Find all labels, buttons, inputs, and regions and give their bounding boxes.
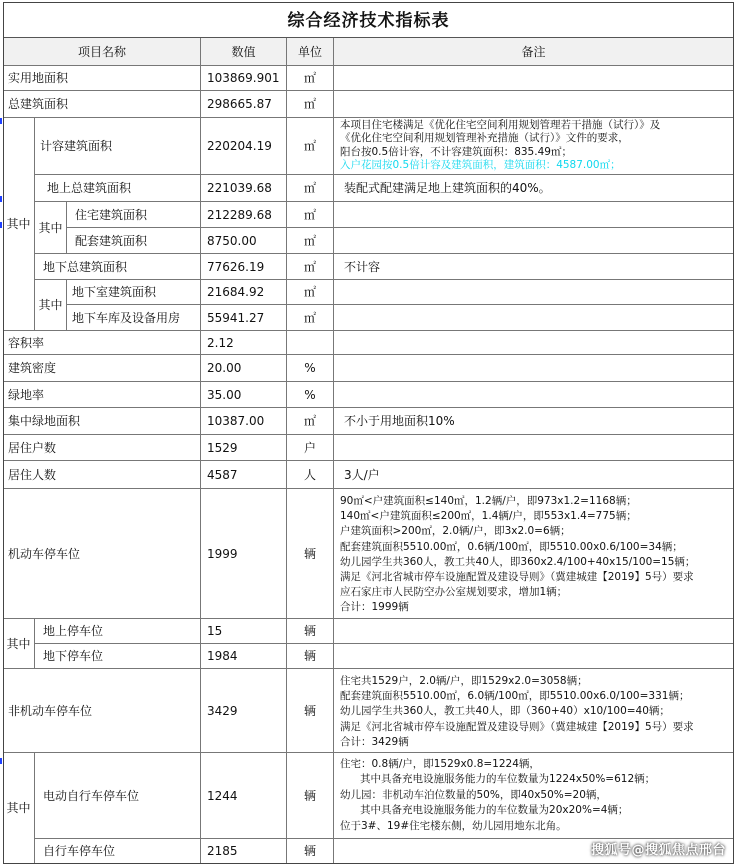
households-label: 居住户数: [3, 435, 201, 461]
basement-label: 地下室建筑面积: [67, 280, 201, 305]
watermark: 搜狐号@搜狐焦点邢台: [590, 843, 726, 858]
green-ratio-note: [334, 382, 734, 408]
ebike-note-line: 位于3#、19#住宅楼东侧，幼儿园用地东北角。: [340, 819, 567, 832]
above-parking-label: 地上停车位: [35, 619, 201, 644]
gfa-note: [334, 91, 734, 118]
population-unit: 人: [287, 461, 334, 489]
nonmotor-note: [334, 669, 734, 753]
indicator-table: [3, 2, 734, 864]
basement-value: 21684.92: [201, 280, 287, 305]
ebike-note-line: 其中具备充电设施服务能力的车位数量为1224x50%=612辆；: [340, 773, 656, 786]
nonmotor-value: 3429: [201, 669, 287, 753]
population-note: 3人/户: [334, 461, 734, 489]
below-ground-note: 不计容: [334, 254, 734, 280]
households-value: 1529: [201, 435, 287, 461]
far-area-value: 220204.19: [201, 118, 287, 175]
far-area-note-line: 本项目住宅楼满足《优化住宅空间利用规划管理若干措施（试行）》及: [340, 119, 661, 131]
under-parking-label: 地下停车位: [35, 644, 201, 669]
population-value: 4587: [201, 461, 287, 489]
supporting-value: 8750.00: [201, 228, 287, 254]
qizhong-below-label: 其中: [35, 280, 67, 331]
ebike-note: [334, 753, 734, 839]
motor-note-line: 90㎡<户建筑面积≤140㎡，1.2辆/户，即973x1.2=1168辆；: [340, 495, 637, 507]
central-green-value: 10387.00: [201, 408, 287, 435]
far-area-note-line: 阳台按0.5倍计容，不计容建筑面积：835.49㎡；: [340, 145, 572, 158]
under-parking-unit: 辆: [287, 644, 334, 669]
households-note: [334, 435, 734, 461]
edge-marker: [0, 758, 2, 764]
central-green-unit: ㎡: [287, 408, 334, 435]
residential-label: 住宅建筑面积: [67, 202, 201, 228]
below-ground-unit: ㎡: [287, 254, 334, 280]
qizhong-above-label: 其中: [35, 202, 67, 254]
supporting-unit: ㎡: [287, 228, 334, 254]
motor-parking-unit: 辆: [287, 489, 334, 619]
far-note: [334, 331, 734, 355]
residential-unit: ㎡: [287, 202, 334, 228]
residential-note: [334, 202, 734, 228]
far-area-note-line-highlight: 入户花园按0.5倍计容及建筑面积，建筑面积：4587.00㎡；: [340, 159, 621, 172]
residential-value: 212289.68: [201, 202, 287, 228]
header-unit: 单位: [287, 38, 334, 66]
density-label: 建筑密度: [3, 355, 201, 382]
nonmotor-note-line: 配套建筑面积5510.00㎡，6.0辆/100㎡，即5510.00x6.0/100=331辆；: [340, 690, 690, 703]
below-ground-value: 77626.19: [201, 254, 287, 280]
qizhong-nonmotor-label: 其中: [3, 753, 35, 864]
under-parking-value: 1984: [201, 644, 287, 669]
site-area-label: 实用地面积: [3, 66, 201, 91]
ebike-note-line: 幼儿园：非机动车泊位数量的50%，即40x50%=20辆，: [340, 788, 607, 801]
far-area-label: 计容建筑面积: [35, 118, 201, 175]
qizhong-area-label: 其中: [3, 118, 35, 331]
above-parking-unit: 辆: [287, 619, 334, 644]
site-area-value: 103869.901: [201, 66, 287, 91]
edge-marker: [0, 118, 2, 124]
site-area-unit: ㎡: [287, 66, 334, 91]
nonmotor-note-line: 住宅共1529户，2.0辆/户，即1529x2.0=3058辆；: [340, 675, 588, 687]
green-ratio-value: 35.00: [201, 382, 287, 408]
bicycle-value: 2185: [201, 839, 287, 864]
far-area-unit: ㎡: [287, 118, 334, 175]
supporting-note: [334, 228, 734, 254]
header-note: 备注: [334, 38, 734, 66]
above-parking-note: [334, 619, 734, 644]
nonmotor-note-line: 幼儿园学生共360人，教工共40人，即（360+40）x10/100=40辆；: [340, 705, 670, 718]
bicycle-unit: 辆: [287, 839, 334, 864]
motor-note-line: 配套建筑面积5510.00㎡，0.6辆/100㎡，即5510.00x0.6/100=34辆；: [340, 540, 683, 553]
below-ground-label: 地下总建筑面积: [35, 254, 201, 280]
edge-marker: [0, 196, 2, 202]
motor-note-line: 140㎡<户建筑面积≤200㎡，1.4辆/户，即553x1.4=775辆；: [340, 510, 637, 523]
basement-unit: ㎡: [287, 280, 334, 305]
nonmotor-note-line: 满足《河北省城市停车设施配置及建设导则》（冀建城建【2019】5号）要求: [340, 720, 694, 733]
nonmotor-unit: 辆: [287, 669, 334, 753]
density-value: 20.00: [201, 355, 287, 382]
qizhong-parking-label: 其中: [3, 619, 35, 669]
edge-marker: [0, 222, 2, 228]
motor-note-line: 应石家庄市人民防空办公室规划要求，增加1辆；: [340, 586, 568, 599]
ebike-note-line: 住宅：0.8辆/户，即1529x0.8=1224辆，: [340, 758, 540, 770]
garage-value: 55941.27: [201, 305, 287, 331]
above-ground-label: 地上总建筑面积: [35, 175, 201, 202]
table-grid: [3, 2, 734, 864]
motor-note-line: 满足《河北省城市停车设施配置及建设导则》（冀建城建【2019】5号）要求: [340, 571, 694, 584]
bicycle-label: 自行车停车位: [35, 839, 201, 864]
central-green-note: 不小于用地面积10%: [334, 408, 734, 435]
table-title: 综合经济技术指标表: [3, 2, 734, 38]
motor-parking-note: [334, 489, 734, 619]
under-parking-note: [334, 644, 734, 669]
motor-parking-value: 1999: [201, 489, 287, 619]
above-ground-unit: ㎡: [287, 175, 334, 202]
far-value: 2.12: [201, 331, 287, 355]
density-note: [334, 355, 734, 382]
ebike-unit: 辆: [287, 753, 334, 839]
green-ratio-label: 绿地率: [3, 382, 201, 408]
above-ground-value: 221039.68: [201, 175, 287, 202]
gfa-unit: ㎡: [287, 91, 334, 118]
motor-note-line: 幼儿园学生共360人，教工共40人，即360x2.4/100+40x15/100=15辆；: [340, 555, 696, 568]
garage-note: [334, 305, 734, 331]
far-area-note-line: 《优化住宅空间利用规划管理补充措施（试行）》文件的要求，: [340, 132, 629, 145]
far-label: 容积率: [3, 331, 201, 355]
above-ground-note: 装配式配建满足地上建筑面积的40%。: [334, 175, 734, 202]
far-unit: [287, 331, 334, 355]
garage-unit: ㎡: [287, 305, 334, 331]
basement-note: [334, 280, 734, 305]
ebike-value: 1244: [201, 753, 287, 839]
central-green-label: 集中绿地面积: [3, 408, 201, 435]
motor-parking-label: 机动车停车位: [3, 489, 201, 619]
header-name: 项目名称: [3, 38, 201, 66]
ebike-label: 电动自行车停车位: [35, 753, 201, 839]
site-area-note: [334, 66, 734, 91]
motor-note-line: 户建筑面积>200㎡，2.0辆/户，即3x2.0=6辆；: [340, 525, 571, 538]
nonmotor-label: 非机动车停车位: [3, 669, 201, 753]
supporting-label: 配套建筑面积: [67, 228, 201, 254]
header-value: 数值: [201, 38, 287, 66]
ebike-note-line: 其中具备充电设施服务能力的车位数量为20x20%=4辆；: [340, 804, 629, 817]
motor-note-line: 合计：1999辆: [340, 601, 409, 614]
households-unit: 户: [287, 435, 334, 461]
garage-label: 地下车库及设备用房: [67, 305, 201, 331]
far-area-note: [334, 118, 734, 175]
population-label: 居住人数: [3, 461, 201, 489]
gfa-label: 总建筑面积: [3, 91, 201, 118]
green-ratio-unit: %: [287, 382, 334, 408]
above-parking-value: 15: [201, 619, 287, 644]
gfa-value: 298665.87: [201, 91, 287, 118]
density-unit: %: [287, 355, 334, 382]
nonmotor-note-line: 合计：3429辆: [340, 735, 409, 748]
